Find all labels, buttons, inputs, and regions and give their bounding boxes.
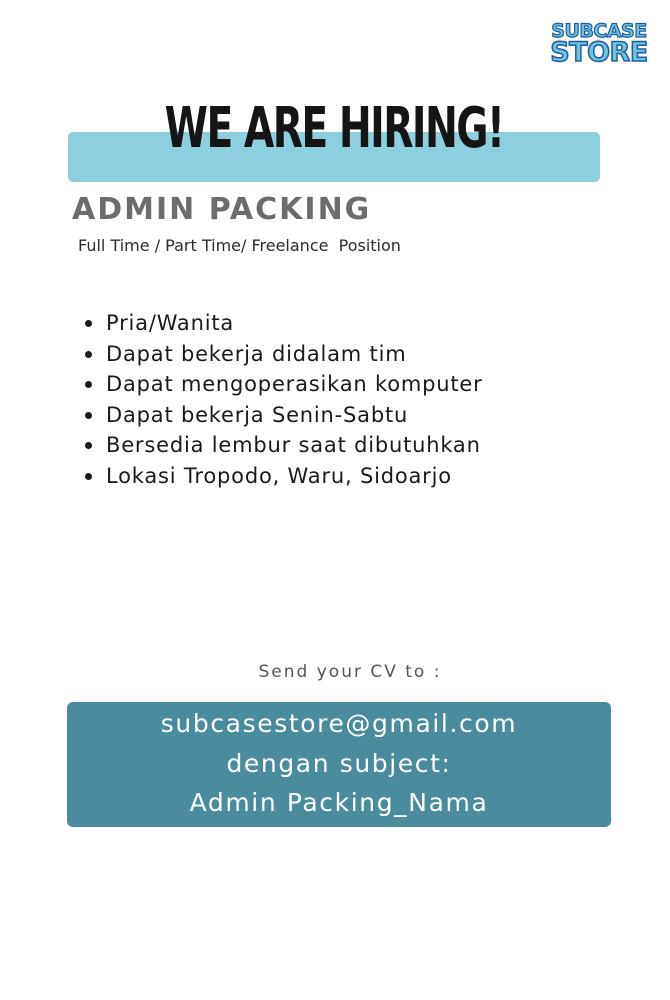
requirement-text: Lokasi Tropodo, Waru, Sidoarjo bbox=[106, 463, 452, 488]
bullet-icon bbox=[85, 320, 92, 327]
requirement-item bbox=[85, 461, 483, 492]
bullet-icon bbox=[85, 473, 92, 480]
requirement-item bbox=[85, 430, 483, 461]
subject-text: Admin Packing_Nama bbox=[189, 788, 489, 817]
position-title: ADMIN PACKING bbox=[72, 192, 372, 227]
contact-email[interactable]: subcasestore@gmail.com bbox=[160, 709, 518, 738]
requirement-text: Dapat bekerja Senin-Sabtu bbox=[106, 402, 409, 427]
subject-label: dengan subject: bbox=[226, 749, 452, 778]
contact-box bbox=[67, 702, 611, 827]
brand-logo bbox=[543, 22, 655, 78]
requirement-text: Dapat mengoperasikan komputer bbox=[106, 372, 483, 396]
requirement-item bbox=[85, 369, 483, 400]
bullet-icon bbox=[85, 381, 92, 388]
logo-text-line2: STORE bbox=[550, 37, 648, 68]
bullet-icon bbox=[85, 412, 92, 419]
requirement-text: Pria/Wanita bbox=[106, 311, 235, 335]
bullet-icon bbox=[85, 351, 92, 358]
requirement-item bbox=[85, 400, 483, 431]
page-title: WE ARE HIRING! bbox=[164, 96, 504, 161]
logo-text-line1: SUBCASE bbox=[551, 20, 647, 42]
position-type: Full Time / Part Time/ Freelance Position bbox=[78, 236, 401, 255]
requirements-list bbox=[85, 308, 483, 491]
requirement-text: Dapat bekerja didalam tim bbox=[106, 341, 407, 366]
requirement-text: Bersedia lembur saat dibutuhkan bbox=[106, 433, 481, 457]
requirement-item bbox=[85, 339, 483, 370]
requirement-item bbox=[85, 308, 483, 339]
send-cv-label: Send your CV to : bbox=[258, 662, 442, 682]
bullet-icon bbox=[85, 442, 92, 449]
